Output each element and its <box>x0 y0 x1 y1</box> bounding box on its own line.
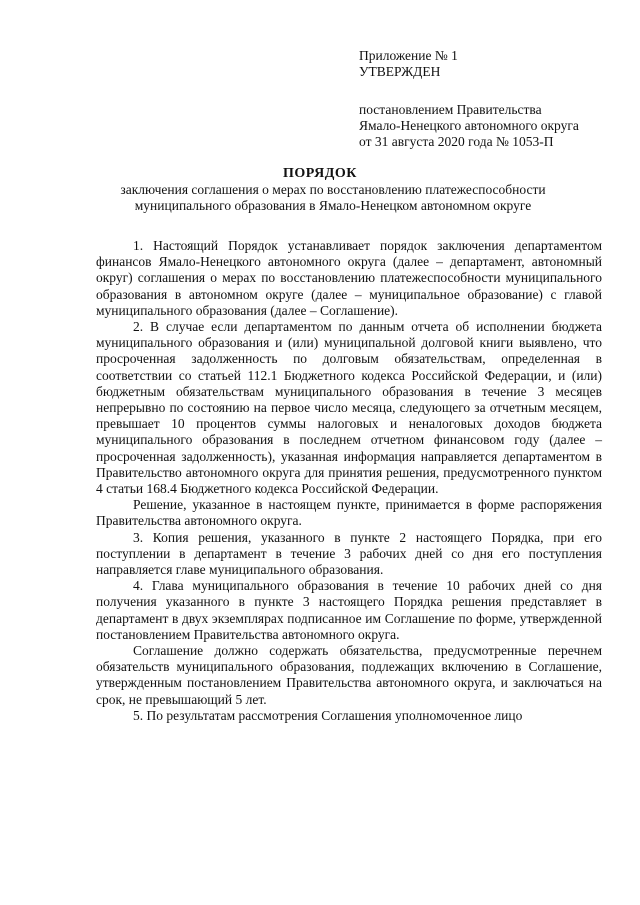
document-title: ПОРЯДОК <box>283 166 357 181</box>
appendix-number: Приложение № 1 <box>359 48 458 63</box>
approval-date-line: от 31 августа 2020 года № 1053-П <box>359 134 554 149</box>
approval-block <box>359 48 629 150</box>
paragraph: Соглашение должно содержать обязательства, предусмотренные перечнем обязательств муниципального образования, подлежащих включению в Соглашение, утвержденным постановлением Правительства автономного округа, и заключаться на срок, не превышающий 5 лет. <box>96 643 602 707</box>
paragraph: 1. Настоящий Порядок устанавливает порядок заключения департаментом финансов Ямало-Ненецкого автономного округа (далее – департамент, автономный округ) соглашения о мерах по восстановлению платежеспособности муниципального образования в автономном округе (далее – муниципальное образование) с главой муниципального образования (далее – Соглашение). <box>96 238 602 318</box>
paragraph: 2. В случае если департаментом по данным отчета об исполнении бюджета муниципального образования и (или) муниципальной долговой книги выявлено, что просроченная задолженность по долговым обязательствам, определенная в соответствии со статьей 112.1 Бюджетного кодекса Российской Федерации, и (или) бюджетным обязательствам муниципального образования в течение 3 месяцев непрерывно по состоянию на первое число месяца, следующего за отчетным месяцем, превышает 10 процентов суммы налоговых и неналоговых доходов бюджета муниципального образования в последнем отчетном финансовом году (далее – просроченная задолженность), указанная информация направляется департаментом в Правительство автономного округа для принятия решения, предусмотренного пунктом 4 статьи 168.4 Бюджетного кодекса Российской Федерации. <box>96 319 602 497</box>
approval-authority-line: Ямало-Ненецкого автономного округа <box>359 118 579 133</box>
document-body <box>96 238 602 724</box>
paragraph: Решение, указанное в настоящем пункте, принимается в форме распоряжения Правительства автономного округа. <box>96 497 602 529</box>
paragraph: 5. По результатам рассмотрения Соглашения уполномоченное лицо <box>133 707 523 723</box>
approval-resolution-line: постановлением Правительства <box>359 102 542 117</box>
paragraph: 3. Копия решения, указанного в пункте 2 настоящего Порядка, при его поступлении в департамент в течение 3 рабочих дней со дня его поступления направляется главе муниципального образования. <box>96 529 602 578</box>
paragraph: 4. Глава муниципального образования в течение 10 рабочих дней со дня получения указанного в пункте 3 настоящего Порядка решения представляет в департамент в двух экземплярах подписанное им Соглашение по форме, утвержденной постановлением Правительства автономного округа. <box>96 578 602 642</box>
document-subtitle: заключения соглашения о мерах по восстановлению платежеспособности муниципального образования в Ямало-Ненецком автономном округе <box>120 182 546 213</box>
approved-label: УТВЕРЖДЕН <box>359 64 441 79</box>
